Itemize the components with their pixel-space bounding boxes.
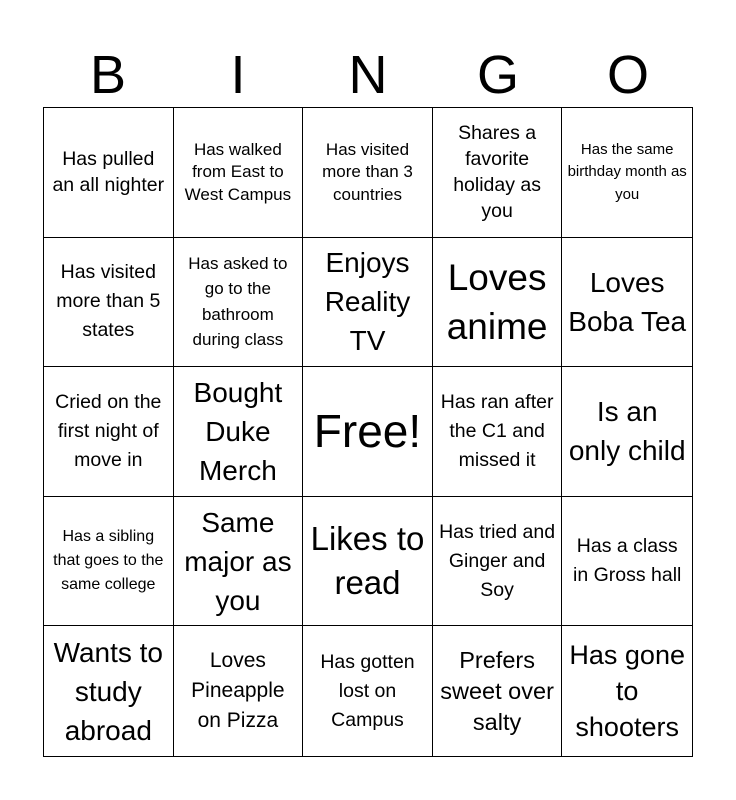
header-letter-n: N xyxy=(348,45,388,105)
bingo-cell-o1[interactable] xyxy=(562,108,692,238)
cell-text: Loves Pineapple on Pizza xyxy=(191,649,285,733)
bingo-cell-i3[interactable] xyxy=(174,367,304,497)
cell-text: Has a sibling that goes to the same college xyxy=(53,528,164,594)
free-space: Free! xyxy=(313,405,422,458)
cell-text: Has the same birthday month as you xyxy=(567,140,687,203)
bingo-cell-o3[interactable] xyxy=(562,367,692,497)
bingo-cell-i1[interactable] xyxy=(174,108,304,238)
cell-text: Loves anime xyxy=(446,256,548,347)
cell-text: Has gotten lost on Campus xyxy=(320,650,415,731)
cell-text: Is an only child xyxy=(568,396,686,467)
bingo-cell-o2[interactable] xyxy=(562,238,692,368)
cell-text: Has gone to shooters xyxy=(569,640,685,743)
cell-text: Has ran after the C1 and missed it xyxy=(440,390,554,471)
header-letter-g: G xyxy=(476,45,519,105)
cell-text: Has visited more than 5 states xyxy=(56,261,161,342)
bingo-cell-b3[interactable] xyxy=(44,367,174,497)
cell-text: Prefers sweet over salty xyxy=(440,646,554,735)
bingo-cell-b1[interactable] xyxy=(44,108,174,238)
cell-text: Has walked from East to West Campus xyxy=(184,139,292,204)
cell-text: Wants to study abroad xyxy=(53,636,164,746)
bingo-cell-n3[interactable] xyxy=(303,367,433,497)
cell-text: Loves Boba Tea xyxy=(568,266,687,337)
header-letter-b: B xyxy=(89,45,127,105)
bingo-cell-i5[interactable] xyxy=(174,626,304,756)
cell-text: Has pulled an all nighter xyxy=(52,148,165,197)
cell-text: Cried on the first night of move in xyxy=(55,390,162,471)
bingo-cell-b4[interactable] xyxy=(44,497,174,627)
bingo-cell-b5[interactable] xyxy=(44,626,174,756)
cell-text: Has tried and Ginger and Soy xyxy=(439,520,556,601)
bingo-cell-o4[interactable] xyxy=(562,497,692,627)
cell-text: Has a class in Gross hall xyxy=(573,535,682,587)
cell-text: Has visited more than 3 countries xyxy=(322,139,413,204)
bingo-cell-i4[interactable] xyxy=(174,497,304,627)
cell-text: Bought Duke Merch xyxy=(193,376,283,486)
cell-text: Shares a favorite holiday as you xyxy=(453,122,541,223)
bingo-cell-g3[interactable] xyxy=(433,367,563,497)
bingo-cell-g1[interactable] xyxy=(433,108,563,238)
bingo-cell-i2[interactable] xyxy=(174,238,304,368)
bingo-board xyxy=(43,107,693,757)
header-letter-o: O xyxy=(606,45,649,105)
bingo-cell-g2[interactable] xyxy=(433,238,563,368)
bingo-cell-g5[interactable] xyxy=(433,626,563,756)
bingo-header xyxy=(43,42,693,108)
bingo-cell-n1[interactable] xyxy=(303,108,433,238)
bingo-cell-n4[interactable] xyxy=(303,497,433,627)
bingo-cell-b2[interactable] xyxy=(44,238,174,368)
cell-text: Same major as you xyxy=(184,506,292,616)
header-letter-i: I xyxy=(230,45,246,105)
bingo-cell-o5[interactable] xyxy=(562,626,692,756)
cell-text: Has asked to go to the bathroom during class xyxy=(188,253,288,350)
bingo-cell-g4[interactable] xyxy=(433,497,563,627)
bingo-cell-n2[interactable] xyxy=(303,238,433,368)
bingo-cell-n5[interactable] xyxy=(303,626,433,756)
cell-text: Enjoys Reality TV xyxy=(324,247,411,357)
cell-text: Likes to read xyxy=(310,520,425,602)
